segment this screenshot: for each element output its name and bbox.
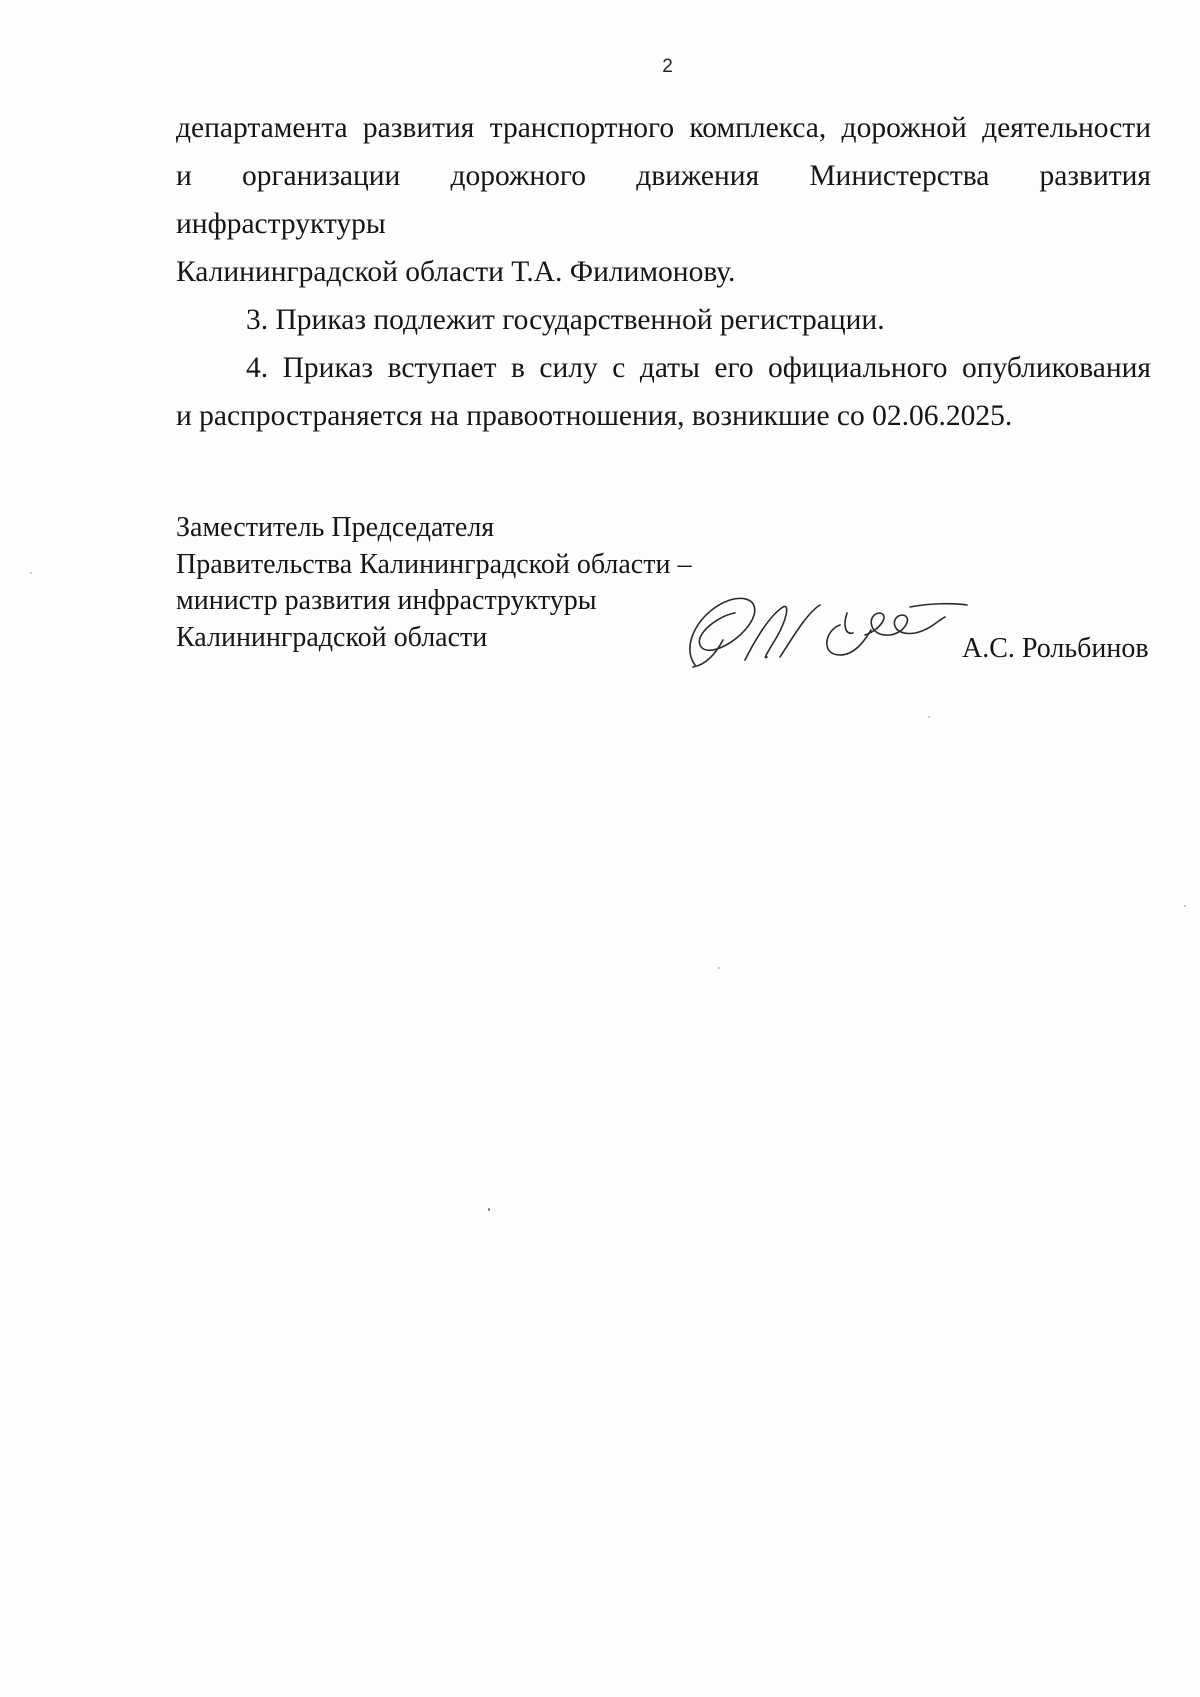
position-line: Калининградской области [176, 621, 488, 653]
text-line: Калининградской области Т.А. Филимонову. [176, 256, 736, 288]
position-line: министр развития инфраструктуры [176, 585, 597, 616]
text-line: и распространяется на правоотношения, возникшие со 02.06.2025. [176, 400, 1013, 432]
position-line: Заместитель Председателя [176, 512, 495, 543]
text-line: 4. Приказ вступает в силу с даты его официального опубликования [246, 352, 1151, 384]
page-number: 2 [662, 56, 673, 77]
scan-speck [718, 967, 720, 969]
document-body [176, 104, 1151, 440]
paragraph-item-3: 3. Приказ подлежит государственной регистрации. [246, 304, 885, 336]
paragraph-continuation [176, 104, 1151, 296]
scan-speck [1184, 905, 1186, 907]
signatory-position [176, 510, 691, 656]
paragraph-item-4 [176, 344, 1151, 440]
text-line: департамента развития транспортного комплекса, дорожной деятельности [176, 112, 1151, 144]
handwritten-signature [675, 585, 975, 680]
scan-speck [928, 716, 930, 718]
position-line: Правительства Калининградской области – [176, 548, 692, 580]
signatory-name: А.С. Рольбинов [962, 633, 1149, 664]
scan-speck [30, 572, 32, 574]
scan-speck [488, 1208, 490, 1211]
text-line: и организации дорожного движения Министерства развития инфраструктуры [176, 160, 1151, 240]
